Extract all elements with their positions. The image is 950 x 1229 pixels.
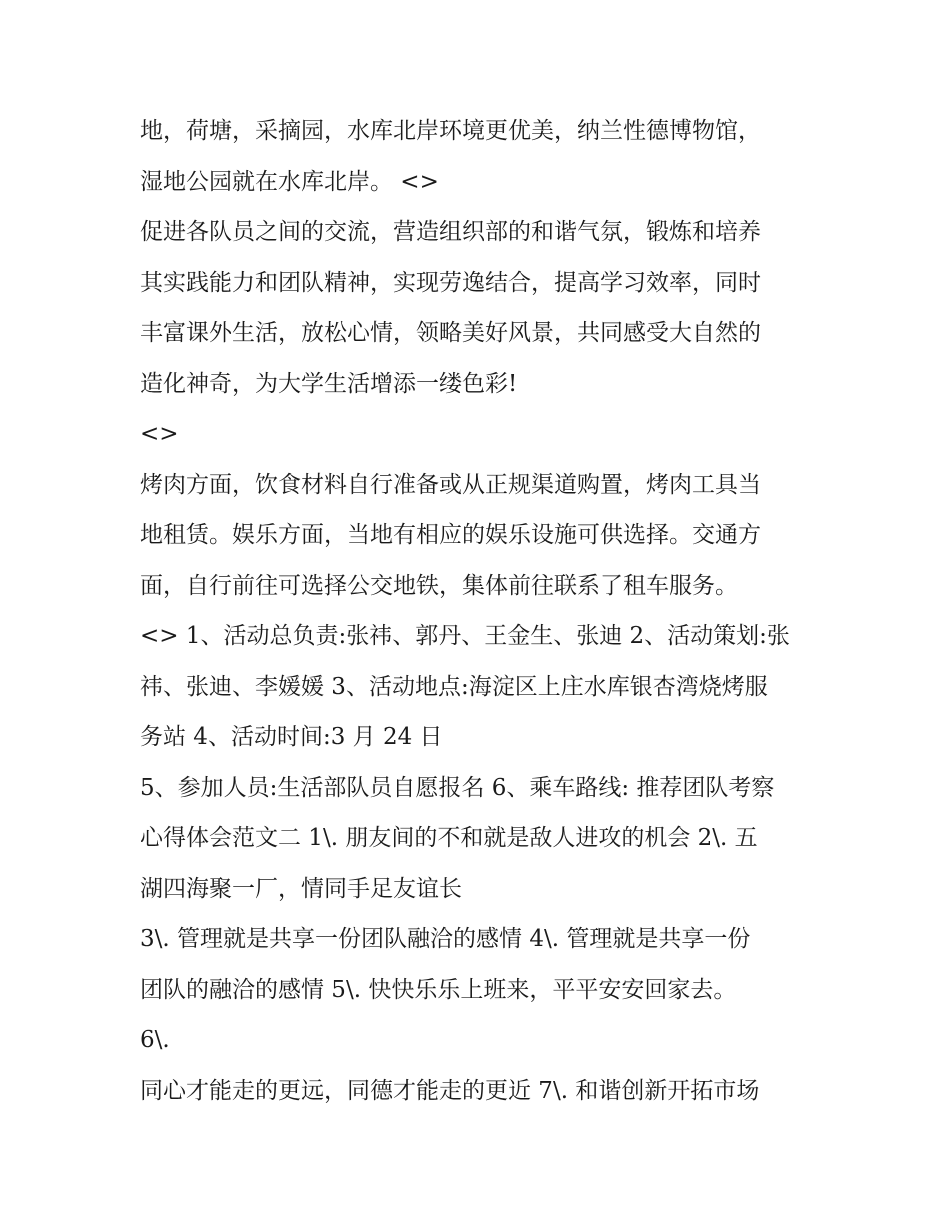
text-line: 造化神奇，为大学生活增添一缕色彩! bbox=[140, 370, 518, 397]
text-line: 湿地公园就在水库北岸。 <> bbox=[140, 168, 439, 195]
text-line: 面，自行前往可选择公交地铁，集体前往联系了租车服务。 bbox=[140, 572, 738, 599]
text-line: 同心才能走的更远，同德才能走的更近 7\. 和谐创新开拓市场 bbox=[140, 1077, 760, 1104]
text-line: 心得体会范文二 1\. 朋友间的不和就是敌人进攻的机会 2\. 五 bbox=[140, 825, 758, 851]
text-line: 务站 4、活动时间:3 月 24 日 bbox=[140, 724, 443, 750]
text-line: 祎、张迪、李媛媛 3、活动地点:海淀区上庄水库银杏湾烧烤服 bbox=[140, 673, 768, 700]
text-line: 地，荷塘，采摘园，水库北岸环境更优美，纳兰性德博物馆， bbox=[140, 118, 761, 144]
text-line: 地租赁。娱乐方面，当地有相应的娱乐设施可供选择。交通方 bbox=[140, 522, 761, 548]
text-line: 烤肉方面，饮食材料自行准备或从正规渠道购置，烤肉工具当 bbox=[140, 471, 761, 498]
text-line: 6\. bbox=[140, 1027, 170, 1053]
document-body bbox=[140, 106, 830, 1116]
text-line: 湖四海聚一厂，情同手足友谊长 bbox=[140, 875, 462, 902]
text-line: 团队的融洽的感情 5\. 快快乐乐上班来，平平安安回家去。 bbox=[140, 976, 737, 1003]
text-line: 丰富课外生活，放松心情，领略美好风景，共同感受大自然的 bbox=[140, 320, 761, 346]
text-line: 促进各队员之间的交流，营造组织部的和谐气氛，锻炼和培养 bbox=[140, 219, 761, 245]
text-line: 其实践能力和团队精神，实现劳逸结合，提高学习效率，同时 bbox=[140, 269, 761, 296]
text-line: 3\. 管理就是共享一份团队融洽的感情 4\. 管理就是共享一份 bbox=[140, 926, 751, 952]
text-line: <> bbox=[140, 421, 179, 447]
text-line: <> 1、活动总负责:张祎、郭丹、王金生、张迪 2、活动策划:张 bbox=[140, 623, 790, 649]
text-line: 5、参加人员:生活部队员自愿报名 6、乘车路线: 推荐团队考察 bbox=[140, 774, 775, 801]
